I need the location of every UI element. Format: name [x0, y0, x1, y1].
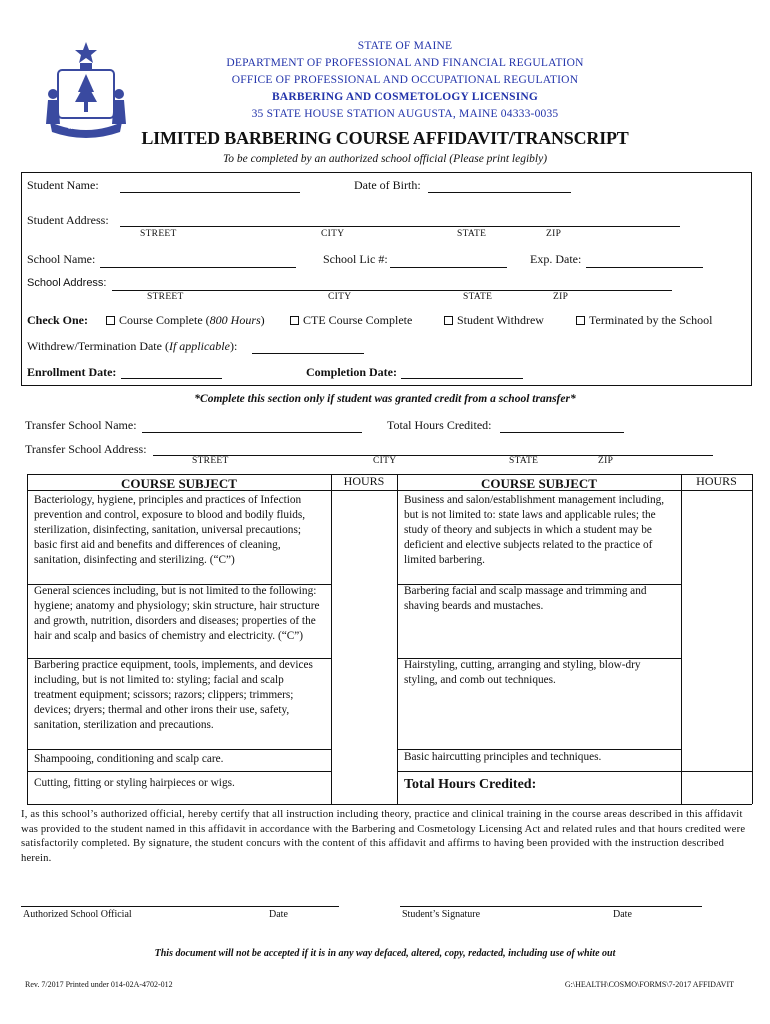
transfer-hours-field[interactable] [500, 432, 624, 433]
cte-course-checkbox[interactable] [290, 316, 299, 325]
student-withdrew-label: Student Withdrew [457, 313, 544, 327]
school-name-label: School Name: [27, 252, 96, 266]
student-signature-label: Student’s Signature [402, 909, 481, 920]
course-complete-close: ) [260, 313, 265, 327]
school-address-field[interactable] [112, 290, 672, 291]
exp-date-field[interactable] [586, 267, 703, 268]
right-course-subject-header: COURSE SUBJECT [481, 476, 597, 491]
header-licensing: BARBERING AND COSMETOLOGY LICENSING [271, 91, 539, 103]
subject-general-sciences: General sciences including, but is not limited to the following: hygiene; anatomy and physiology; skin structure, hair structure and growth, nutrition, disorders and diseases; properties of the hair and scalp and basics of chemistry and electricity. (“C”) [34, 585, 320, 642]
official-signature-label: Authorized School Official [23, 909, 132, 920]
course-complete-checkbox[interactable] [106, 316, 115, 325]
student-address-field[interactable] [120, 226, 680, 227]
course-hours-label: 800 Hours [209, 313, 261, 327]
transfer-zip-caption: ZIP [598, 456, 614, 466]
student-withdrew-option[interactable] [444, 313, 544, 328]
header-state: STATE OF MAINE [357, 40, 453, 52]
student-zip-caption: ZIP [546, 229, 562, 239]
student-city-caption: CITY [321, 229, 345, 239]
subject-haircutting: Basic haircutting principles and techniques. [404, 751, 602, 763]
subject-facial-massage: Barbering facial and scalp massage and trimming and shaving beards and mustaches. [404, 585, 647, 612]
subject-hairstyling: Hairstyling, cutting, arranging and styling, blow-dry styling, and comb out techniques. [404, 659, 641, 686]
withdraw-date-text: Withdrew/Termination Date ( [27, 339, 169, 353]
seal-text: MAINE [68, 122, 99, 131]
student-name-field[interactable] [120, 192, 300, 193]
enrollment-date-field[interactable] [121, 378, 222, 379]
withdraw-date-field[interactable] [252, 353, 364, 354]
subject-bacteriology: Bacteriology, hygiene, principles and practices of Infection prevention and control, exposure to blood and bodily fluids, sterilization, disinfecting, sanitation, universal precautions; basic first aid and benefits and differences of cleaning, sanitation, disinfecting and sterilizing. (“C”) [34, 494, 306, 566]
transfer-city-caption: CITY [373, 456, 397, 466]
exp-date-label: Exp. Date: [530, 252, 582, 266]
school-city-caption: CITY [328, 292, 352, 302]
student-address-label: Student Address: [27, 213, 109, 227]
student-signature-line[interactable] [400, 906, 702, 907]
state-seal [40, 38, 132, 138]
right-hours-header: HOURS [696, 474, 737, 488]
terminated-checkbox[interactable] [576, 316, 585, 325]
header-block [120, 38, 690, 123]
header-department: DEPARTMENT OF PROFESSIONAL AND FINANCIAL REGULATION [226, 57, 584, 69]
footer-file-path: G:\HEALTH\COSMO\FORMS\7-2017 AFFIDAVIT [564, 980, 734, 989]
student-street-caption: STREET [140, 229, 177, 239]
student-name-label: Student Name: [27, 178, 99, 192]
footer-revision: Rev. 7/2017 Printed under 014-02A-4702-012 [25, 980, 173, 989]
subject-hairpieces: Cutting, fitting or styling hairpieces or wigs. [34, 777, 235, 789]
transfer-notice: *Complete this section only if student was granted credit from a school transfer* [194, 393, 576, 405]
subject-shampooing: Shampooing, conditioning and scalp care. [34, 753, 224, 765]
school-street-caption: STREET [147, 292, 184, 302]
certification-text: I, as this school’s authorized official, hereby certify that all instruction including theory, practice and clinical training in the course areas described in this affidavit was provided to the student named in this affidavit in accordance with the Barbering and Cosmetology Licensing Act and related rules and that hours credited were satisfactorily completed. By signature, the student concurs with the content of this affidavit and affirms to having been provided with the instruction described herein. [21, 809, 746, 864]
cte-course-label: CTE Course Complete [303, 313, 413, 327]
terminated-option[interactable] [576, 313, 712, 328]
course-complete-label: Course Complete ( [119, 313, 210, 327]
withdraw-date-label [27, 339, 237, 354]
footer-notice: This document will not be accepted if it is in any way defaced, altered, copy, redacted, including use of white out [154, 948, 616, 959]
transfer-school-name-label: Transfer School Name: [25, 418, 137, 432]
transfer-address-label: Transfer School Address: [25, 442, 147, 456]
school-state-caption: STATE [463, 292, 493, 302]
page-title: LIMITED BARBERING COURSE AFFIDAVIT/TRANSCRIPT [141, 128, 629, 148]
transfer-state-caption: STATE [509, 456, 539, 466]
cte-course-option[interactable] [290, 313, 412, 328]
enrollment-date-label: Enrollment Date: [27, 365, 117, 379]
completion-date-label: Completion Date: [306, 365, 397, 379]
page-subtitle: To be completed by an authorized school official (Please print legibly) [222, 153, 548, 165]
school-address-label: School Address: [27, 277, 107, 289]
subject-barbering-equipment: Barbering practice equipment, tools, implements, and devices including, but is not limited to: styling; facial and scalp treatment equipment; scissors; razors; clippers; trimmers; devices; dryers; thermal and other irons their use, safety, sanitation, sterilization and precautions. [34, 659, 313, 731]
school-lic-field[interactable] [390, 267, 507, 268]
school-lic-label: School Lic #: [323, 252, 388, 266]
check-one-label: Check One: [27, 313, 88, 327]
left-hours-header: HOURS [343, 474, 385, 488]
left-course-subject-header: COURSE SUBJECT [121, 476, 237, 491]
total-hours-credited-label: Total Hours Credited: [404, 777, 537, 792]
withdraw-date-applicable: If applicable [168, 339, 230, 353]
dob-field[interactable] [428, 192, 571, 193]
transfer-address-field[interactable] [153, 455, 713, 456]
terminated-label: Terminated by the School [589, 313, 713, 327]
header-address: 35 STATE HOUSE STATION AUGUSTA, MAINE 04333-0035 [251, 108, 559, 120]
header-office: OFFICE OF PROFESSIONAL AND OCCUPATIONAL REGULATION [231, 74, 579, 86]
transfer-hours-label: Total Hours Credited: [387, 418, 492, 432]
course-complete-option[interactable] [106, 313, 265, 328]
official-signature-line[interactable] [21, 906, 339, 907]
completion-date-field[interactable] [401, 378, 523, 379]
school-name-field[interactable] [100, 267, 296, 268]
official-date-label: Date [269, 909, 288, 920]
student-withdrew-checkbox[interactable] [444, 316, 453, 325]
subject-business-management: Business and salon/establishment management including, but is not limited to: state laws and applicable rules; the study of theory and subjects in which a student may be deficient and elective subjects related to the practice of limited barbering. [404, 494, 665, 566]
school-zip-caption: ZIP [553, 292, 569, 302]
student-state-caption: STATE [457, 229, 487, 239]
transfer-school-name-field[interactable] [142, 432, 362, 433]
dob-label: Date of Birth: [354, 178, 421, 192]
student-date-label: Date [613, 909, 632, 920]
withdraw-date-close: ): [229, 339, 238, 353]
transfer-street-caption: STREET [192, 456, 229, 466]
